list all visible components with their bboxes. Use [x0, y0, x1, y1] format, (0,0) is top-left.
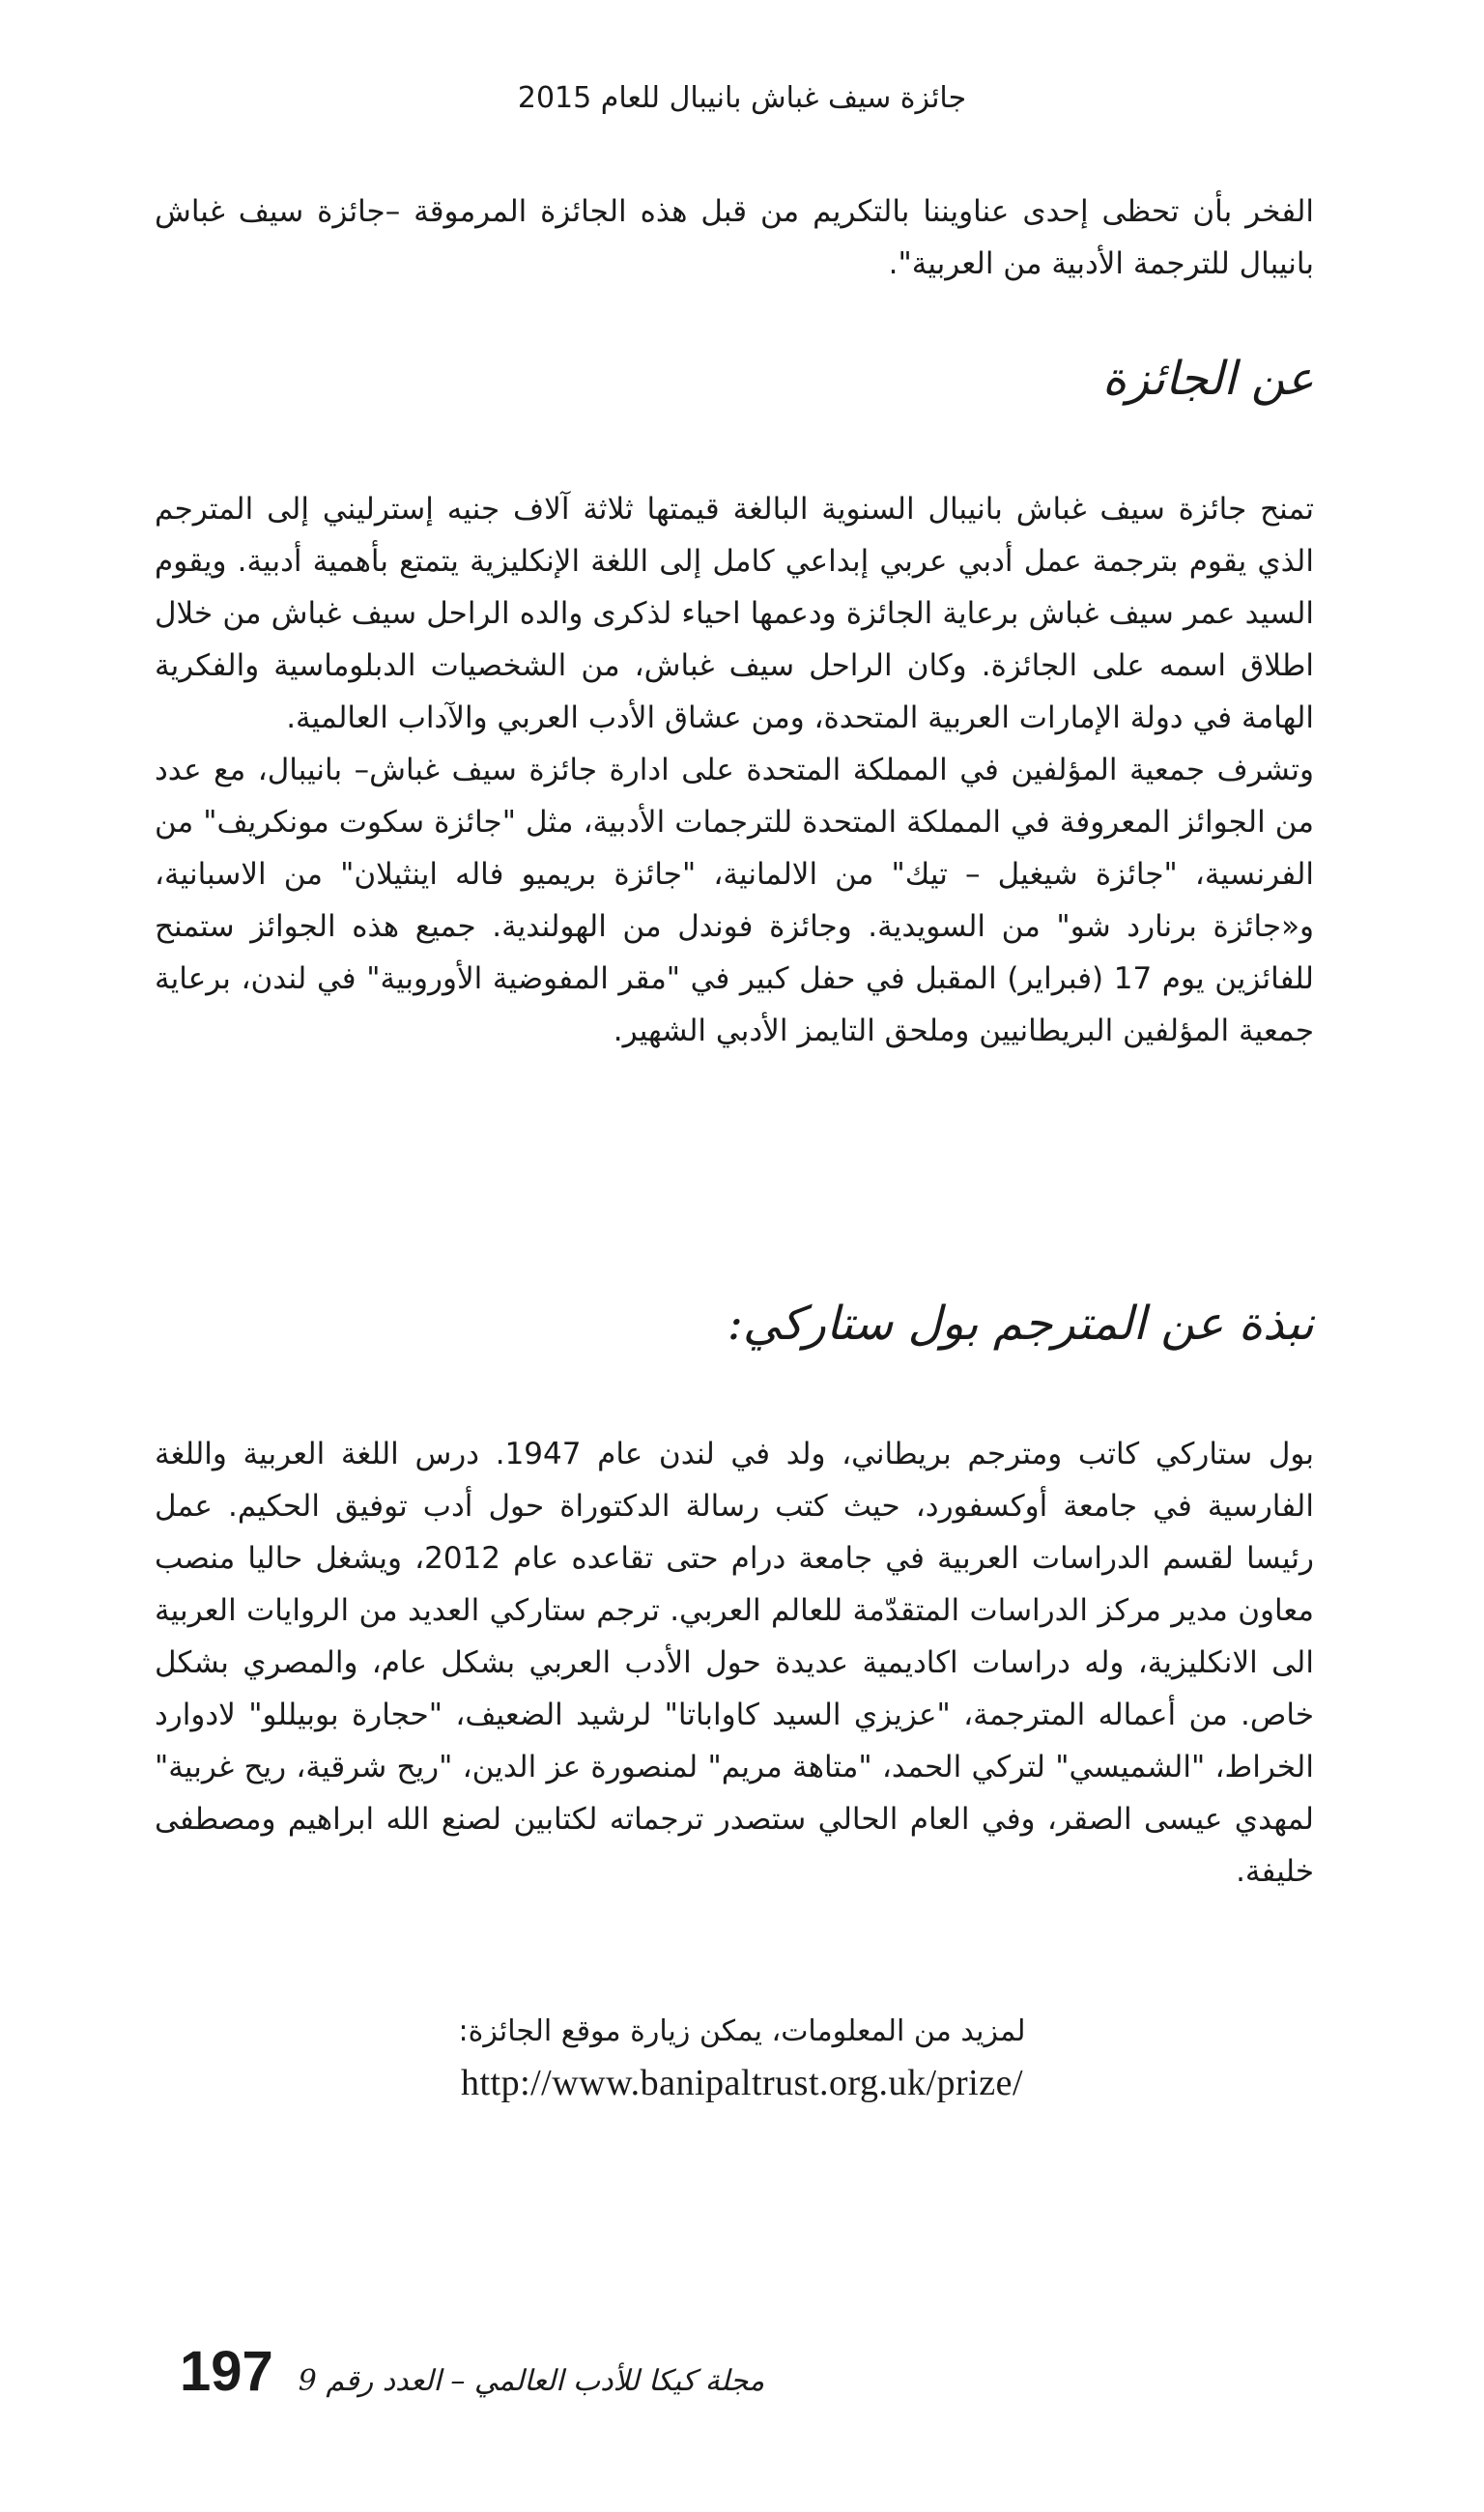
about-prize-heading: عن الجائزة [1102, 352, 1314, 406]
page-footer [180, 2338, 764, 2415]
running-header: جائزة سيف غباش بانيبال للعام 2015 [517, 81, 967, 115]
about-paragraph-2: وتشرف جمعية المؤلفين في المملكة المتحدة على ادارة جائزة سيف غباش– بانيبال، مع عدد من الجوائز المعروفة في المملكة المتحدة للترجمات الأدبية، مثل "جائزة سكوت مونكريف" من الفرنسية، "جائزة شيغيل – تيك" من الالمانية، "جائزة بريميو فاله اينثيلان" من الاسبانية، و«جائزة برنارد شو" من السويدية. وجائزة فوندل من الهولندية. جميع هذه الجوائز ستمنح للفائزين يوم 17 (فبراير) المقبل في حفل كبير في "مقر المفوضية الأوروبية" في لندن، برعاية جمعية المؤلفين البريطانيين وملحق التايمز الأدبي الشهير. [155, 753, 1315, 1048]
intro-paragraph: الفخر بأن تحظى إحدى عناويننا بالتكريم من قبل هذه الجائزة المرموقة –جائزة سيف غباش بانيبال للترجمة الأدبية من العربية". [155, 194, 1314, 281]
about-paragraph-1: تمنح جائزة سيف غباش بانيبال السنوية البالغة قيمتها ثلاثة آلاف جنيه إسترليني إلى المترجم الذي يقوم بترجمة عمل أدبي عربي إبداعي كامل إلى اللغة الإنكليزية يتمتع بأهمية أدبية. ويقوم السيد عمر سيف غباش برعاية الجائزة ودعمها احياء لذكرى والده الراحل سيف غباش من خلال اطلاق اسمه على الجائزة. وكان الراحل سيف غباش، من الشخصيات الدبلوماسية والفكرية الهامة في دولة الإمارات العربية المتحدة، ومن عشاق الأدب العربي والآداب العالمية. [155, 492, 1314, 735]
translator-bio-body [155, 1428, 1314, 1898]
intro-paragraph-block [155, 186, 1314, 290]
prize-website-link[interactable]: http://www.banipaltrust.org.uk/prize/ [460, 2063, 1024, 2103]
more-info-label: لمزيد من المعلومات، يمكن زيارة موقع الجائزة: [458, 2014, 1026, 2048]
page-number: 197 [180, 2340, 273, 2403]
translator-bio-heading: نبذة عن المترجم بول ستاركي: [727, 1297, 1314, 1351]
journal-issue-label: مجلة كيكا للأدب العالمي – العدد رقم 9 [298, 2364, 765, 2398]
bio-paragraph: بول ستاركي كاتب ومترجم بريطاني، ولد في لندن عام 1947. درس اللغة العربية واللغة الفارسية في جامعة أوكسفورد، حيث كتب رسالة الدكتوراة حول أدب توفيق الحكيم. عمل رئيسا لقسم الدراسات العربية في جامعة درام حتى تقاعده عام 2012، ويشغل حاليا منصب معاون مدير مركز الدراسات المتقدّمة للعالم العربي. ترجم ستاركي العديد من الروايات العربية الى الانكليزية، وله دراسات اكاديمية عديدة حول الأدب العربي بشكل عام، والمصري بشكل خاص. من أعماله المترجمة، "عزيزي السيد كاواباتا" لرشيد الضعيف، "حجارة بوبيللو" لادوارد الخراط، "الشميسي" لتركي الحمد، "متاهة مريم" لمنصورة عز الدين، "ريح شرقية، ريح غربية" لمهدي عيسى الصقر، وفي العام الحالي ستصدر ترجماته لكتابين لصنع الله ابراهيم ومصطفى خليفة. [155, 1437, 1314, 1889]
about-prize-body [155, 483, 1314, 1057]
